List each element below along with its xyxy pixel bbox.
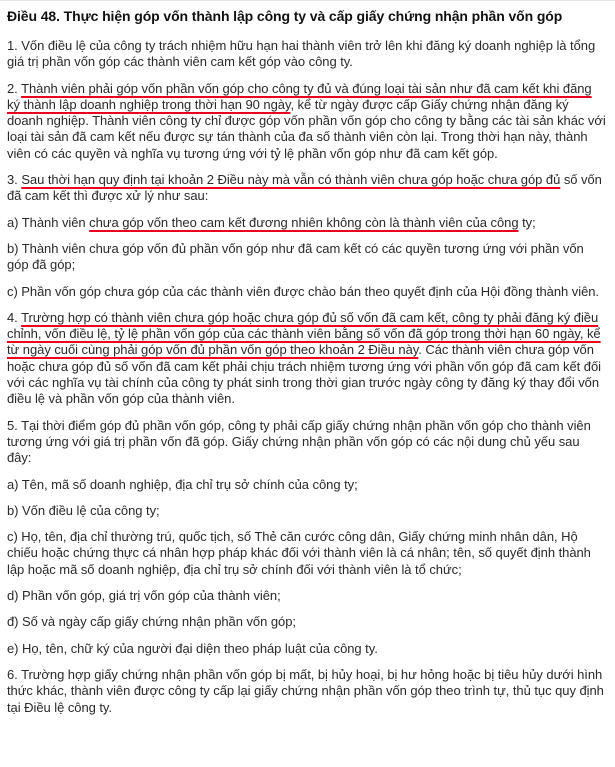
text-segment: số vốn đã cam kết thì được xử lý như sau: <box>7 172 602 204</box>
text-segment: 4. <box>7 309 22 325</box>
clause-paragraph <box>7 529 607 578</box>
clause-paragraph <box>7 81 607 162</box>
text-segment: 1. Vốn điều lệ của công ty trách nhiệm hữu hạn hai thành viên trở lên khi đăng ký doanh nghiệp là tổng giá trị phần vốn góp các thành viên cam kết góp vào công ty. <box>7 38 596 70</box>
clause-paragraph <box>7 477 607 493</box>
top-edge-line <box>0 0 615 1</box>
document-body <box>7 6 607 726</box>
text-segment: 5. Tại thời điểm góp đủ phần vốn góp, công ty phải cấp giấy chứng nhận phần vốn góp cho thành viên tương ứng với giá trị phần vốn đã góp. Giấy chứng nhận phần vốn góp có các nội dung chủ yếu sau đây: <box>7 417 591 466</box>
text-segment: 6. Trường hợp giấy chứng nhận phần vốn góp bị mất, bị hủy hoại, bị hư hỏng hoặc bị tiêu hủy dưới hình thức khác, thành viên được công ty cấp lại giấy chứng nhận phần vốn góp theo trình tự, thủ tục quy định tại Điều lệ công ty. <box>7 666 604 715</box>
text-segment: b) Vốn điều lệ của công ty; <box>7 502 160 518</box>
underlined-text-segment: chưa góp vốn theo cam kết đương nhiên không còn là thành viên của công <box>89 214 519 230</box>
article-title: Điều 48. Thực hiện góp vốn thành lập công ty và cấp giấy chứng nhận phần vốn góp <box>7 8 563 24</box>
text-segment: b) Thành viên chưa góp vốn đủ phần vốn góp như đã cam kết có các quyền tương ứng với phần vốn góp đã góp; <box>7 240 584 273</box>
text-segment: 3. <box>7 172 22 188</box>
clause-paragraph <box>7 284 607 300</box>
clause-paragraph <box>7 215 607 231</box>
text-segment: . Các thành viên chưa góp vốn hoặc chưa góp đủ số vốn đã cam kết phải chịu trách nhiệm tương ứng với phần vốn góp đã cam kết đối với các nghĩa vụ tài chính của công ty phát sinh trong thời gian trước ngày công ty đăng ký thay đổi vốn điều lệ và phần vốn góp của thành viên. <box>7 342 602 407</box>
clause-paragraph <box>7 503 607 519</box>
clause-paragraph <box>7 614 607 630</box>
text-segment: e) Họ, tên, chữ ký của người đại diện theo pháp luật của công ty. <box>7 640 378 656</box>
text-segment: đ) Số và ngày cấp giấy chứng nhận phần vốn góp; <box>7 614 296 630</box>
text-segment: ty; <box>518 214 536 230</box>
clause-list <box>7 38 607 716</box>
clause-paragraph <box>7 641 607 657</box>
text-segment: c) Họ, tên, địa chỉ thường trú, quốc tịch, số Thẻ căn cước công dân, Giấy chứng minh nhân dân, Hộ chiếu hoặc chứng thực cá nhân hợp pháp khác đối với thành viên là cá nhân; tên, số quyết định thành lập hoặc mã số doanh nghiệp, địa chỉ trụ sở chính đối với thành viên là tổ chức; <box>7 529 591 577</box>
clause-paragraph <box>7 38 607 71</box>
clause-paragraph <box>7 667 607 716</box>
clause-paragraph <box>7 172 607 205</box>
clause-paragraph <box>7 588 607 604</box>
underlined-text-segment: Thành viên phải góp vốn phần vốn góp cho công ty đủ và đúng loại tài sản như đã cam kết khi đăng ký thành lập doanh nghiệp trong thời hạn 90 ngày <box>7 80 592 112</box>
clause-paragraph <box>7 241 607 274</box>
text-segment: a) Thành viên <box>7 214 90 230</box>
text-segment: 2. <box>7 80 22 96</box>
text-segment: , kể từ ngày được cấp Giấy chứng nhận đăng ký doanh nghiệp. Thành viên công ty chỉ được góp vốn phần vốn góp cho công ty bằng các tài sản khác với loại tài sản đã cam kết nếu được sự tán thành của đa số thành viên còn lại. Trong thời hạn này, thành viên có các quyền và nghĩa vụ tương ứng với tỷ lệ phần vốn góp như đã cam kết góp. <box>7 96 606 161</box>
text-segment: c) Phần vốn góp chưa góp của các thành viên được chào bán theo quyết định của Hội đồng thành viên. <box>7 283 599 299</box>
clause-paragraph <box>7 418 607 467</box>
text-segment: d) Phần vốn góp, giá trị vốn góp của thành viên; <box>7 588 281 604</box>
text-segment: a) Tên, mã số doanh nghiệp, địa chỉ trụ sở chính của công ty; <box>7 476 358 492</box>
underlined-text-segment: Trường hợp có thành viên chưa góp hoặc chưa góp đủ số vốn đã cam kết, công ty phải đăng ký điều chỉnh, vốn điều lệ, tỷ lệ phần vốn góp của các thành viên bằng số vốn đã góp trong thời hạn 60 ngày, kể từ ngày cuối cùng phải góp vốn đủ phần vốn góp theo khoản 2 Điều này <box>7 309 601 358</box>
clause-paragraph <box>7 310 607 408</box>
underlined-text-segment: Sau thời hạn quy định tại khoản 2 Điều này mà vẫn có thành viên chưa góp hoặc chưa góp đủ <box>21 172 561 188</box>
